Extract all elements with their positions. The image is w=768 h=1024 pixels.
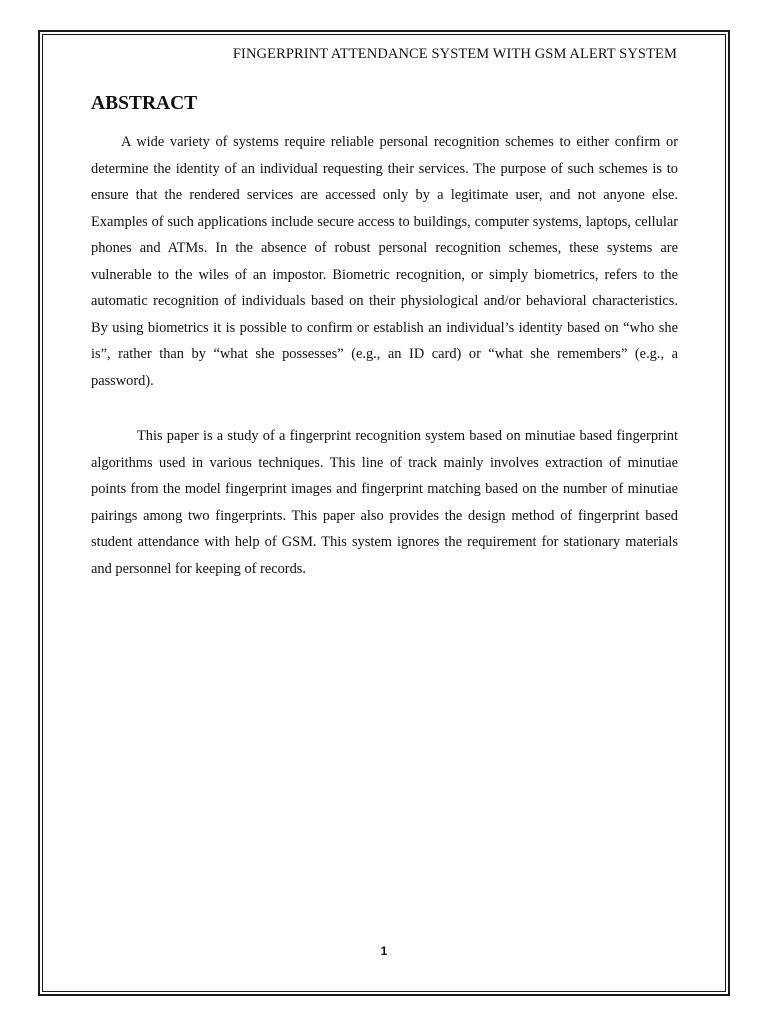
abstract-paragraph-2: This paper is a study of a fingerprint recognition system based on minutiae based fingerprint algorithms used in various techniques. This line of track mainly involves extraction of minutiae points from the model fingerprint images and fingerprint matching based on the number of minutiae pairings among two fingerprints. This paper also provides the design method of fingerprint based student attendance with help of GSM. This system ignores the requirement for stationary materials and personnel for keeping of records. <box>91 428 678 577</box>
abstract-paragraph-1: A wide variety of systems require reliable personal recognition schemes to either confirm or determine the identity of an individual requesting their services. The purpose of such schemes is to ensure that the rendered services are accessed only by a legitimate user, and not anyone else. Examples of such applications include secure access to buildings, computer systems, laptops, cellular phones and ATMs. In the absence of robust personal recognition schemes, these systems are vulnerable to the wiles of an impostor. Biometric recognition, or simply biometrics, refers to the automatic recognition of individuals based on their physiological and/or behavioral characteristics. By using biometrics it is possible to confirm or establish an individual’s identity based on “who she is”, rather than by “what she possesses” (e.g., an ID card) or “what she remembers” (e.g., a password). <box>91 134 678 389</box>
page-number: 1 <box>380 944 388 958</box>
section-heading: ABSTRACT <box>91 93 198 114</box>
running-header: FINGERPRINT ATTENDANCE SYSTEM WITH GSM ALERT SYSTEM <box>232 46 677 62</box>
